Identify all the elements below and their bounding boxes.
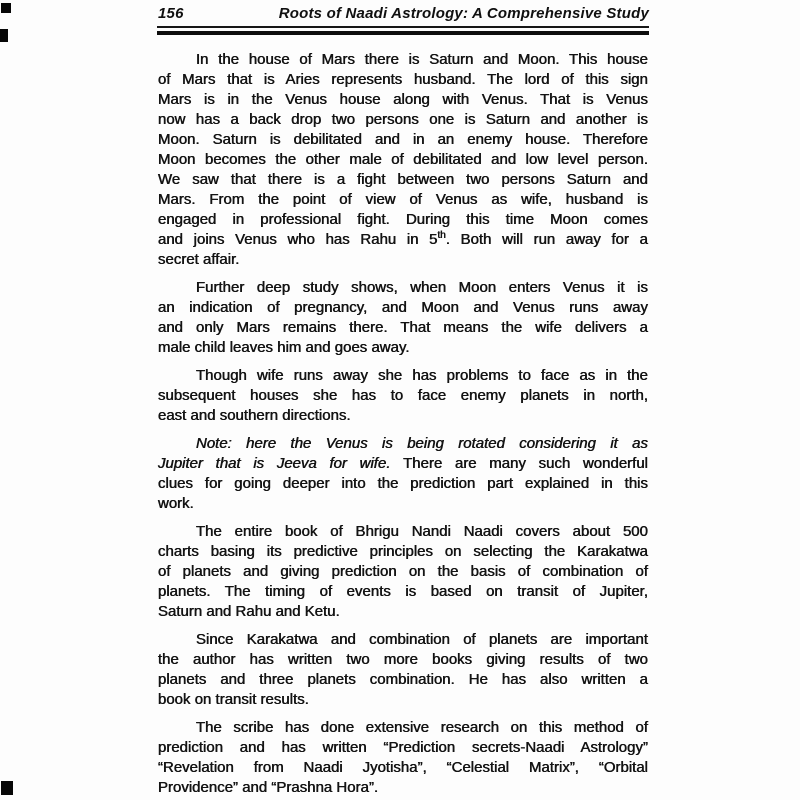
text-line xyxy=(158,778,648,798)
text-run: In the house of Mars there is Saturn and Moon. This house xyxy=(196,51,648,68)
text-line xyxy=(158,298,648,318)
text-line xyxy=(158,434,648,454)
text-line xyxy=(158,110,648,130)
text-line xyxy=(158,454,648,474)
text-line xyxy=(158,406,648,426)
text-run: Note: here the Venus is being rotated considering it as xyxy=(196,435,648,452)
text-line xyxy=(158,494,648,514)
page-body xyxy=(158,50,648,798)
text-run: Jupiter that is Jeeva for wife. xyxy=(158,455,404,472)
text-run: Mars. From the point of view of Venus as wife, husband is xyxy=(158,191,648,208)
text-run: Moon becomes the other male of debilitated and low level person. xyxy=(158,151,648,168)
text-run: . Both will run away for a xyxy=(445,231,648,248)
text-run: charts basing its predictive principles on selecting the Karakatwa xyxy=(158,543,648,560)
text-line xyxy=(158,318,648,338)
text-run: an indication of pregnancy, and Moon and Venus runs away xyxy=(158,299,648,316)
text-line xyxy=(158,130,648,150)
text-line xyxy=(158,210,648,230)
text-line xyxy=(158,70,648,90)
paragraph xyxy=(158,630,648,710)
text-run: and joins Venus who has Rahu in 5 xyxy=(158,231,438,248)
text-line xyxy=(158,278,648,298)
text-run: prediction and has written “Prediction secrets-Naadi Astrology” xyxy=(158,739,648,756)
header-rule-thick xyxy=(157,31,649,35)
text-run: The entire book of Bhrigu Nandi Naadi covers about 500 xyxy=(196,523,648,540)
text-line xyxy=(158,50,648,70)
text-run: Further deep study shows, when Moon enters Venus it is xyxy=(196,279,648,296)
text-run: planets and three planets combination. He has also written a xyxy=(158,671,648,688)
text-line xyxy=(158,90,648,110)
page-header xyxy=(158,5,649,22)
text-run: There are many such wonderful xyxy=(403,455,648,472)
text-run: The scribe has done extensive research on this method of xyxy=(196,719,648,736)
text-run: Saturn and Rahu and Ketu. xyxy=(158,603,340,620)
text-line xyxy=(158,250,648,270)
text-run: planets. The timing of events is based on transit of Jupiter, xyxy=(158,583,648,600)
text-run: “Revelation from Naadi Jyotisha”, “Celestial Matrix”, “Orbital xyxy=(158,759,648,776)
text-line xyxy=(158,650,648,670)
superscript-text: th xyxy=(437,230,446,241)
text-run: engaged in professional fight. During this time Moon comes xyxy=(158,211,648,228)
text-line xyxy=(158,542,648,562)
text-line xyxy=(158,758,648,778)
text-line xyxy=(158,230,648,250)
text-line xyxy=(158,738,648,758)
text-line xyxy=(158,170,648,190)
text-line xyxy=(158,582,648,602)
scan-artifact xyxy=(1,781,13,795)
text-line xyxy=(158,670,648,690)
text-run: and only Mars remains there. That means the wife delivers a xyxy=(158,319,648,336)
text-line xyxy=(158,338,648,358)
text-run: work. xyxy=(158,495,194,512)
text-run: clues for going deeper into the prediction part explained in this xyxy=(158,475,648,492)
text-run: We saw that there is a fight between two persons Saturn and xyxy=(158,171,648,188)
text-line xyxy=(158,150,648,170)
paragraph xyxy=(158,434,648,514)
text-run: secret affair. xyxy=(158,251,240,268)
text-line xyxy=(158,602,648,622)
text-run: Moon. Saturn is debilitated and in an enemy house. Therefore xyxy=(158,131,648,148)
text-run: Since Karakatwa and combination of planets are important xyxy=(196,631,648,648)
text-run: the author has written two more books giving results of two xyxy=(158,651,648,668)
paragraph xyxy=(158,522,648,622)
text-line xyxy=(158,190,648,210)
paragraph xyxy=(158,50,648,270)
text-run: book on transit results. xyxy=(158,691,309,708)
scan-artifact xyxy=(1,3,11,13)
page-number: 156 xyxy=(158,5,184,22)
text-run: east and southern directions. xyxy=(158,407,351,424)
text-run: subsequent houses she has to face enemy planets in north, xyxy=(158,387,648,404)
text-run: of planets and giving prediction on the basis of combination of xyxy=(158,563,648,580)
text-line xyxy=(158,522,648,542)
text-line xyxy=(158,474,648,494)
text-run: of Mars that is Aries represents husband. The lord of this sign xyxy=(158,71,648,88)
text-line xyxy=(158,718,648,738)
text-run: male child leaves him and goes away. xyxy=(158,339,410,356)
paragraph xyxy=(158,718,648,798)
scan-artifact xyxy=(0,29,8,42)
text-line xyxy=(158,386,648,406)
text-line xyxy=(158,690,648,710)
text-line xyxy=(158,366,648,386)
text-run: Mars is in the Venus house along with Venus. That is Venus xyxy=(158,91,648,108)
text-run: now has a back drop two persons one is Saturn and another is xyxy=(158,111,648,128)
book-title: Roots of Naadi Astrology: A Comprehensive Study xyxy=(278,5,649,22)
text-line xyxy=(158,630,648,650)
text-run: Though wife runs away she has problems to face as in the xyxy=(196,367,648,384)
header-rule-thin xyxy=(157,26,649,28)
text-run: Providence” and “Prashna Hora”. xyxy=(158,779,379,796)
text-line xyxy=(158,562,648,582)
paragraph xyxy=(158,278,648,358)
paragraph xyxy=(158,366,648,426)
